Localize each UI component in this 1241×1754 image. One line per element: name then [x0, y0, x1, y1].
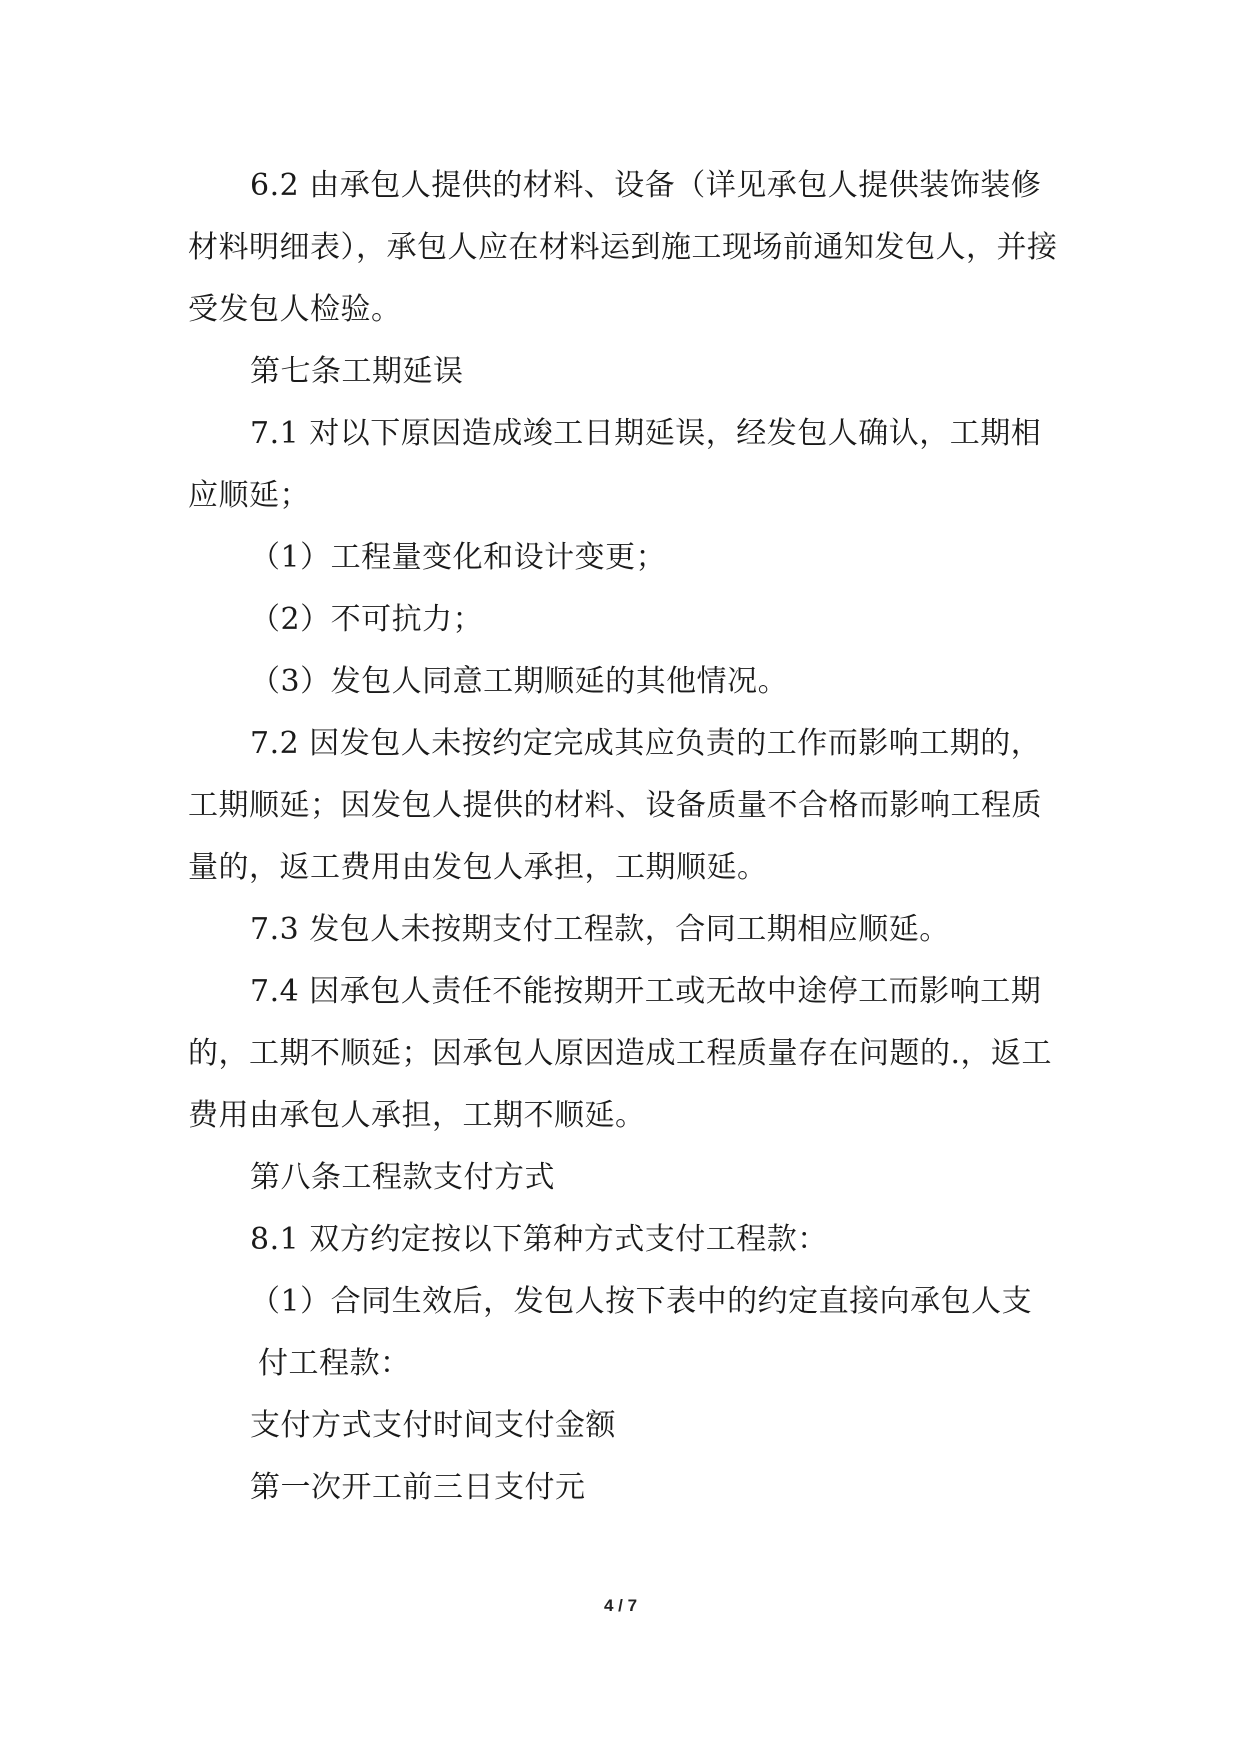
paragraph-8-1: 8.1 双方约定按以下第种方式支付工程款： — [250, 1222, 828, 1257]
page-number: 4 / 7 — [603, 1596, 638, 1615]
paragraph-7-4: 7.4 因承包人责任不能按期开工或无故中途停工而影响工期的，工期不顺延；因承包人原因造成工程质量存在问题的.，返工费用由承包人承担，工期不顺延。 — [188, 974, 1053, 1133]
paragraph-6-2: 6.2 由承包人提供的材料、设备（详见承包人提供装饰装修材料明细表），承包人应在材料运到施工现场前通知发包人，并接受发包人检验。 — [188, 168, 1058, 327]
heading-article-7: 第七条工期延误 — [250, 354, 464, 389]
heading-article-8: 第八条工程款支付方式 — [250, 1160, 555, 1195]
list-item-2: （2）不可抗力； — [250, 602, 484, 637]
paragraph-7-3: 7.3 发包人未按期支付工程款，合同工期相应顺延。 — [250, 912, 950, 947]
paragraph-7-1: 7.1 对以下原因造成竣工日期延误，经发包人确认，工期相应顺延； — [188, 416, 1042, 513]
payment-table-header: 支付方式支付时间支付金额 — [250, 1408, 616, 1443]
payment-method-1: （1）合同生效后，发包人按下表中的约定直接向承包人支付工程款： — [250, 1284, 1033, 1381]
list-item-1: （1）工程量变化和设计变更； — [250, 540, 667, 575]
paragraph-7-2: 7.2 因发包人未按约定完成其应负责的工作而影响工期的，工期顺延；因发包人提供的材料、设备质量不合格而影响工程质量的，返工费用由发包人承担，工期顺延。 — [188, 726, 1042, 885]
payment-row-1: 第一次开工前三日支付元 — [250, 1470, 586, 1505]
list-item-3: （3）发包人同意工期顺延的其他情况。 — [250, 664, 789, 699]
document-body — [188, 155, 1058, 1519]
